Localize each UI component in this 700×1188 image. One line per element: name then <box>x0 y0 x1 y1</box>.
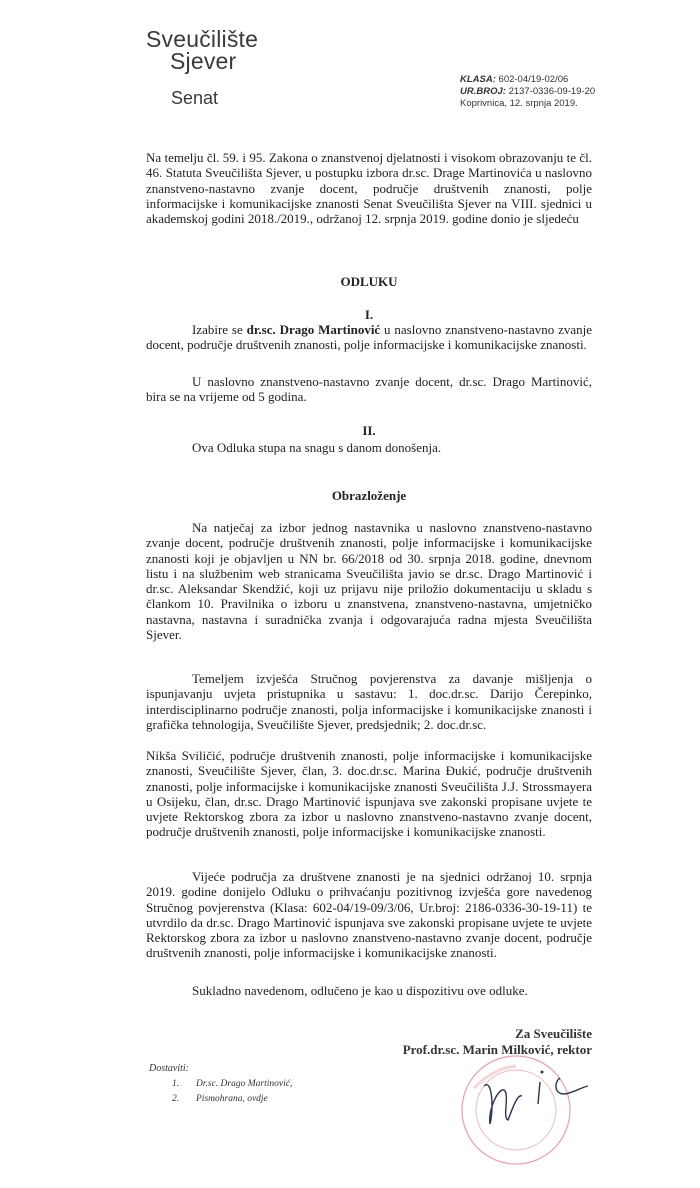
section-1-text-start: Izabire se <box>192 322 247 337</box>
signature-dot <box>541 1071 544 1074</box>
official-stamp-and-signature <box>454 1048 634 1168</box>
delivery-item <box>172 1092 292 1107</box>
handwritten-signature <box>484 1085 522 1124</box>
logo-line-2: Sjever <box>170 48 237 74</box>
reasoning-paragraph-1: Na natječaj za izbor jednog nastavnika u naslovno znanstveno-nastavno zvanje docent, područje društvenih znanosti, polje informacijske i komunikacijske znanosti koji je objavljen u NN br. 66/2018 od 30. srpnja 2018. godine, dnevnom listu i na službenim web stranicama Sveučilišta javio se dr.sc. Drago Martinović i dr.sc. Aleksandar Skendžić, koji uz prijavu nije priložio dokumentaciju u skladu s člankom 10. Pravilnika o izboru u znanstvena, znanstveno-nastavna, umjetničko nastavna, nastavna i suradnička zvanja i odgovarajuća radna mjesta Sveučilišta Sjever. <box>146 520 592 643</box>
reasoning-title: Obrazloženje <box>331 488 407 503</box>
signature-stroke-2 <box>538 1082 540 1104</box>
delivery-list <box>172 1077 292 1107</box>
delivery-title: Dostaviti: <box>149 1063 189 1074</box>
intro-paragraph: Na temelju čl. 59. i 95. Zakona o znanstvenoj djelatnosti i visokom obrazovanju te čl. 46. Statuta Sveučilišta Sjever, u postupku izbora dr.sc. Drage Martinovića u naslovno znanstveno-nastavno zvanje docent, područje društvenih znanosti, polje informacijske i komunikacijske znanosti Senat Sveučilišta Sjever na VIII. sjednici u akademskoj godini 2018./2019., održanoj 12. srpnja 2019. godine donio je sljedeću <box>146 150 592 227</box>
reasoning-paragraph-2: Temeljem izvješća Stručnog povjerenstva za davanje mišljenja o ispunjavanju uvjeta pristupnika u sastavu: 1. doc.dr.sc. Darijo Čerepinko, interdisciplinarno područje znanosti, polja informacijske i komunikacijske znanosti i grafička tehnologija, Sveučilište Sjever, predsjednik; 2. doc.dr.sc. <box>146 671 592 732</box>
delivery-item <box>172 1077 292 1092</box>
urbroj-line <box>460 86 595 98</box>
section-2-number: II. <box>362 423 376 438</box>
urbroj-value: 2137-0336-09-19-20 <box>508 86 596 97</box>
section-1-paragraph-2: U naslovno znanstveno-nastavno zvanje docent, dr.sc. Drago Martinović, bira se na vrijeme od 5 godina. <box>146 374 592 405</box>
delivery-item-text: Pismohrana, ovdje <box>196 1094 268 1104</box>
section-1-text-end: u naslovno znanstveno-nastavno zvanje docent, područje društvenih znanosti, polje informacijske i komunikacijske znanosti. <box>146 322 592 353</box>
section-1-paragraph-1 <box>146 322 592 353</box>
klasa-value: 602-04/19-02/06 <box>498 74 569 85</box>
section-1-number: I. <box>364 307 374 322</box>
document-reference <box>460 74 595 110</box>
stamp-outer-ring <box>462 1056 570 1164</box>
delivery-item-number: 1. <box>172 1079 180 1089</box>
reasoning-paragraph-3: Nikša Sviličić, područje društvenih znanosti, polje informacijske i komunikacijske znanosti, Sveučilište Sjever, član, 3. doc.dr.sc. Marina Đukić, područje društvenih znanosti, polje informacijske i komunikacijske znanosti Sveučilišta J.J. Strossmayera u Osijeku, član, dr.sc. Drago Martinović ispunjava sve zakonski propisane uvjete te uvjete Rektorskog zbora za izbor u naslovno znanstveno-nastavno zvanje docent, područje društvenih znanosti, polje informacijske i komunikacijske znanosti. <box>146 748 592 840</box>
section-2-paragraph: Ova Odluka stupa na snagu s danom donošenja. <box>192 440 442 455</box>
stamp-inner-ring <box>476 1070 556 1150</box>
reasoning-paragraph-5: Sukladno navedenom, odlučeno je kao u dispozitivu ove odluke. <box>192 983 528 998</box>
decision-title: ODLUKU <box>340 274 398 289</box>
urbroj-label: UR.BROJ: <box>460 86 506 97</box>
unit-name: Senat <box>171 88 219 108</box>
delivery-item-text: Dr.sc. Drago Martinović, <box>196 1079 293 1089</box>
candidate-name: dr.sc. Drago Martinović <box>246 322 381 337</box>
reasoning-paragraph-4: Vijeće područja za društvene znanosti je na sjednici održanoj 10. srpnja 2019. godine donijelo Odluku o prihvaćanju pozitivnog izvješća gore navedenog Stručnog povjerenstva (Klasa: 602-04/19-09/3/06, Ur.broj: 2186-0336-30-19-11) te utvrdilo da dr.sc. Drago Martinović ispunjava sve zakonski propisane uvjete te uvjete Rektorskog zbora za izbor u naslovno znanstveno-nastavno zvanje docent, područje društvenih znanosti, polje informacijske i komunikacijske znanosti. <box>146 869 592 961</box>
signature-line-2: Prof.dr.sc. Marin Milković, rektor <box>402 1042 592 1057</box>
klasa-label: KLASA: <box>460 74 496 85</box>
place-date: Koprivnica, 12. srpnja 2019. <box>460 98 578 109</box>
delivery-item-number: 2. <box>172 1094 180 1104</box>
signature-line-1: Za Sveučilište <box>515 1026 592 1041</box>
klasa-line <box>460 74 595 86</box>
university-logo <box>146 28 258 72</box>
logo-line-1: Sveučilište <box>146 26 259 52</box>
